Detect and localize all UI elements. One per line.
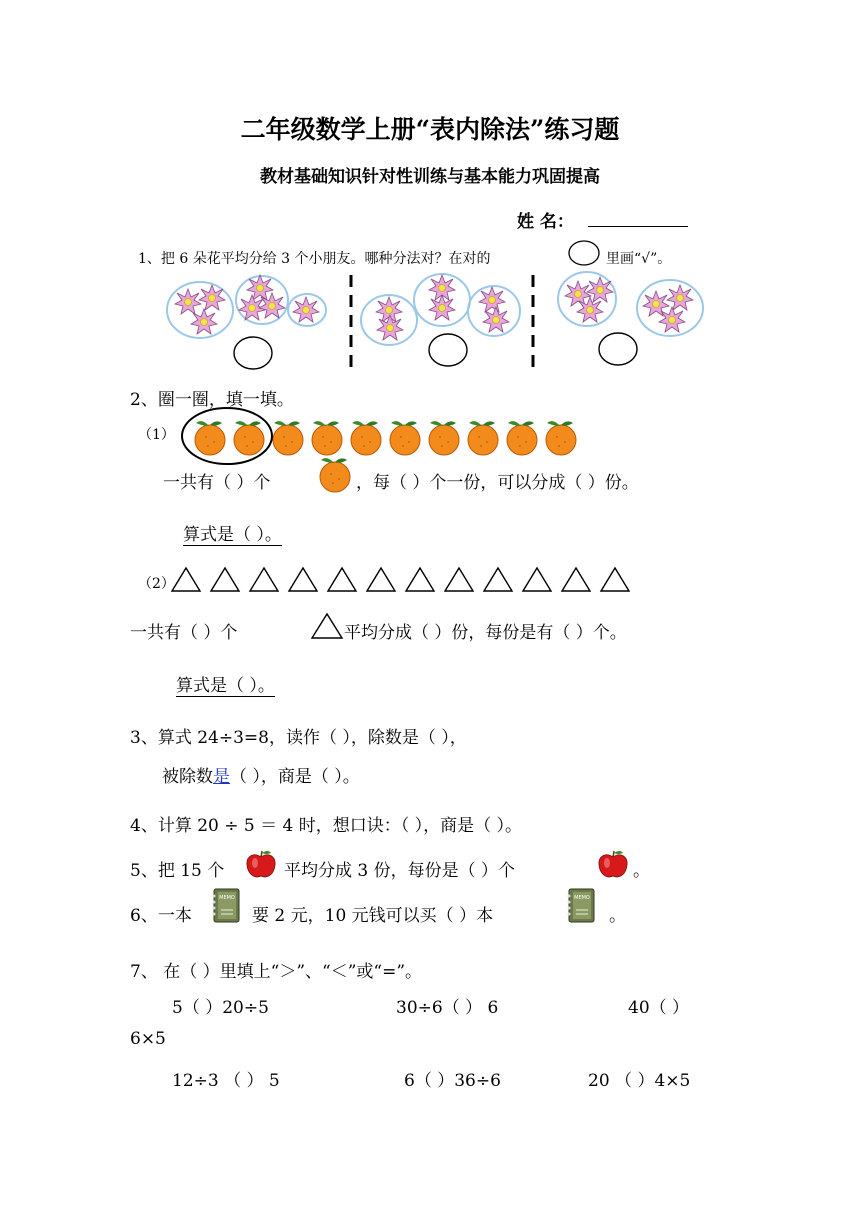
q6-text-c: 。 xyxy=(609,906,626,926)
q5-text-b: 平均分成 3 份，每份是（ ）个 xyxy=(284,861,516,881)
q7-row2-item1: 12÷3 （ ） 5 xyxy=(172,1071,280,1091)
answer-circle-a xyxy=(234,337,272,369)
triangle-icon xyxy=(311,612,343,640)
apple-icon xyxy=(596,849,630,881)
q2-part1-line-b: ，每（ ）个一份，可以分成（ ）份。 xyxy=(356,473,639,493)
svg-text:MEMO: MEMO xyxy=(574,895,590,901)
name-label: 姓 名： xyxy=(517,212,574,232)
flower-groups-figure xyxy=(160,270,720,380)
q7-row1-item3: 40（ ） xyxy=(628,998,690,1018)
q7-row1-item2: 30÷6（ ） 6 xyxy=(396,998,499,1018)
q3-line2-text: 被除数 xyxy=(162,767,213,787)
q2-heading: 2、圈一圈，填一填。 xyxy=(130,390,294,410)
name-blank[interactable] xyxy=(588,226,688,227)
orange-icon xyxy=(316,455,354,493)
q4-text: 4、计算 20 ÷ 5 ＝ 4 时，想口诀：（ ），商是（ ）。 xyxy=(130,816,523,836)
q2-part2-formula[interactable]: 算式是（ ）。 xyxy=(176,671,275,697)
q6-text-b: 要 2 元，10 元钱可以买（ ）本 xyxy=(252,906,494,926)
page-subtitle: 教材基础知识针对性训练与基本能力巩固提高 xyxy=(260,167,600,187)
notebook-icon xyxy=(566,888,596,924)
q2-part1-label: （1） xyxy=(138,427,175,443)
q7-heading: 7、 在（ ）里填上“＞”、“＜”或“=”。 xyxy=(130,962,423,982)
q1-text-after: 里画“√”。 xyxy=(606,251,672,267)
q1-text: 1、把 6 朵花平均分给 3 个小朋友。哪种分法对？在对的 xyxy=(138,251,491,267)
q2-part1-formula[interactable]: 算式是（ ）。 xyxy=(183,520,282,546)
triangle-row-figure xyxy=(170,566,630,596)
q7-row2-item3: 20 （ ）4×5 xyxy=(588,1071,691,1091)
q2-part2-line-a: 一共有（ ）个 xyxy=(130,623,238,643)
q3-line1: 3、算式 24÷3=8，读作（ ），除数是（ ）， xyxy=(130,728,467,748)
q3-line2-rest: （ ），商是（ ）。 xyxy=(230,767,360,787)
q5-text-c: 。 xyxy=(633,861,650,881)
q6-text-a: 6、一本 xyxy=(130,906,192,926)
apple-icon xyxy=(244,849,278,881)
q2-part2-line-b: 平均分成（ ）份，每份是有（ ）个。 xyxy=(344,623,627,643)
q5-text-a: 5、把 15 个 xyxy=(130,861,225,881)
q2-part1-line-a: 一共有（ ）个 xyxy=(163,473,271,493)
svg-text:MEMO: MEMO xyxy=(219,895,235,901)
page-title: 二年级数学上册“表内除法”练习题 xyxy=(240,115,620,144)
q2-part2-label: （2） xyxy=(138,576,175,592)
notebook-icon xyxy=(211,888,241,924)
answer-circle-icon xyxy=(566,239,602,267)
q7-row1-item1: 5（ ）20÷5 xyxy=(172,998,269,1018)
q3-line2 xyxy=(162,762,360,787)
orange-row-figure xyxy=(180,406,590,468)
q7-row2-item2: 6（ ）36÷6 xyxy=(404,1071,501,1091)
q3-link[interactable]: 是 xyxy=(213,767,230,787)
q7-row1-wrap: 6×5 xyxy=(130,1029,166,1049)
